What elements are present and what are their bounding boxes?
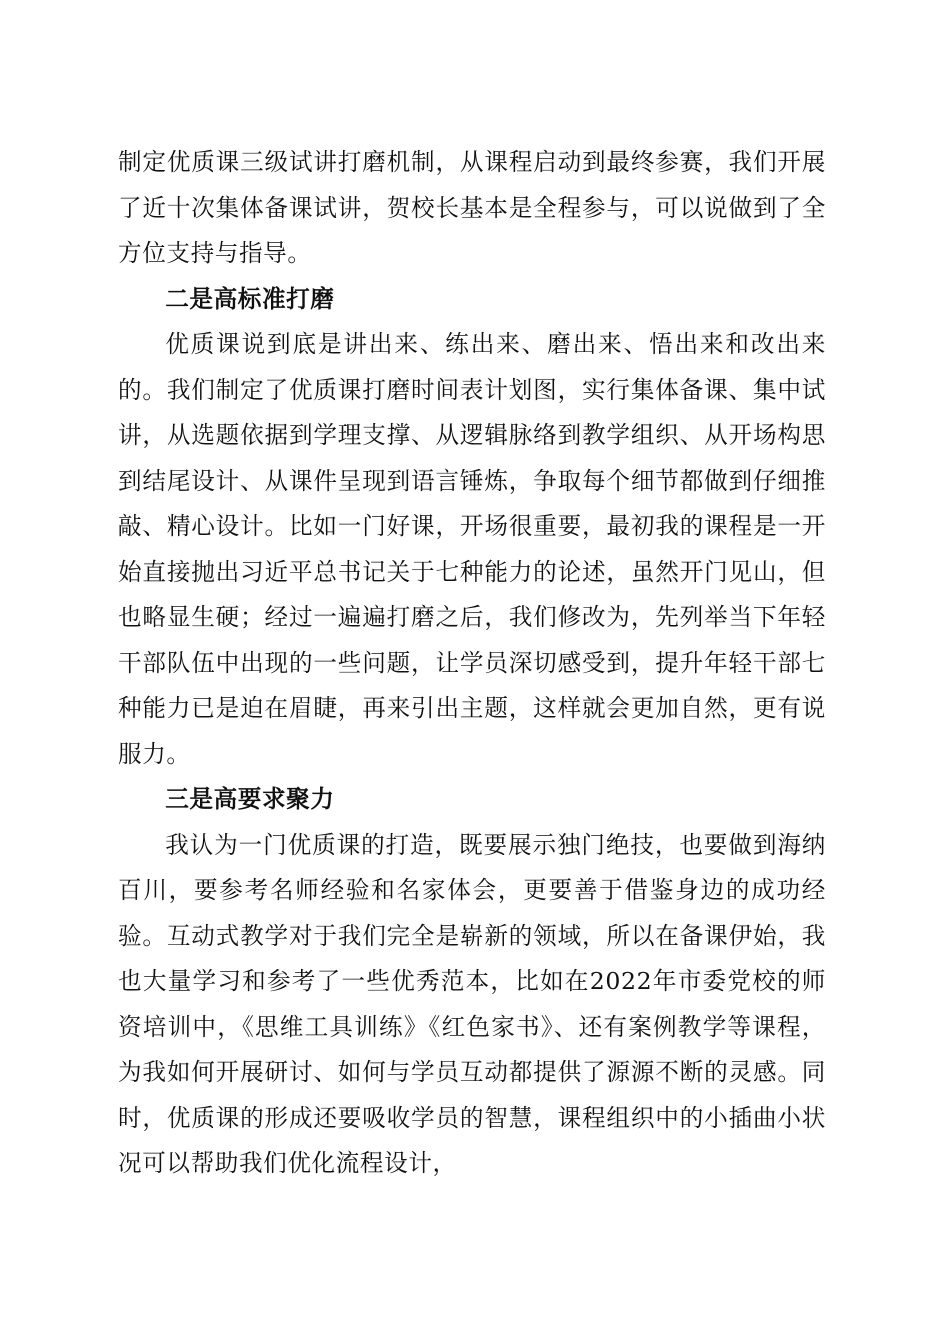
document-page [118, 140, 826, 1187]
paragraph-continuation: 制定优质课三级试讲打磨机制，从课程启动到最终参赛，我们开展了近十次集体备课试讲，贺校长基本是全程参与，可以说做到了全方位支持与指导。 [118, 148, 826, 267]
paragraph-polishing: 优质课说到底是讲出来、练出来、磨出来、悟出来和改出来的。我们制定了优质课打磨时间表计划图，实行集体备课、集中试讲，从选题依据到学理支撑、从逻辑脉络到教学组织、从开场构思到结尾设计、从课件呈现到语言锤炼，争取每个细节都做到仔细推敲、精心设计。比如一门好课，开场很重要，最初我的课程是一开始直接抛出习近平总书记关于七种能力的论述，虽然开门见山，但也略显生硬；经过一遍遍打磨之后，我们修改为，先列举当下年轻干部队伍中出现的一些问题，让学员深切感受到，提升年轻干部七种能力已是迫在眉睫，再来引出主题，这样就会更加自然，更有说服力。 [118, 330, 826, 768]
paragraph-gathering: 我认为一门优质课的打造，既要展示独门绝技，也要做到海纳百川，要参考名师经验和名家体会，更要善于借鉴身边的成功经验。互动式教学对于我们完全是崭新的领域，所以在备课伊始，我也大量学习和参考了一些优秀范本，比如在2022年市委党校的师资培训中，《思维工具训练》《红色家书》、还有案例教学等课程，为我如何开展研讨、如何与学员互动都提供了源源不断的灵感。同时，优质课的形成还要吸收学员的智慧，课程组织中的小插曲小状况可以帮助我们优化流程设计， [118, 830, 826, 1177]
section-heading-3: 三是高要求聚力 [165, 785, 335, 813]
section-heading-2: 二是高标准打磨 [165, 284, 335, 313]
